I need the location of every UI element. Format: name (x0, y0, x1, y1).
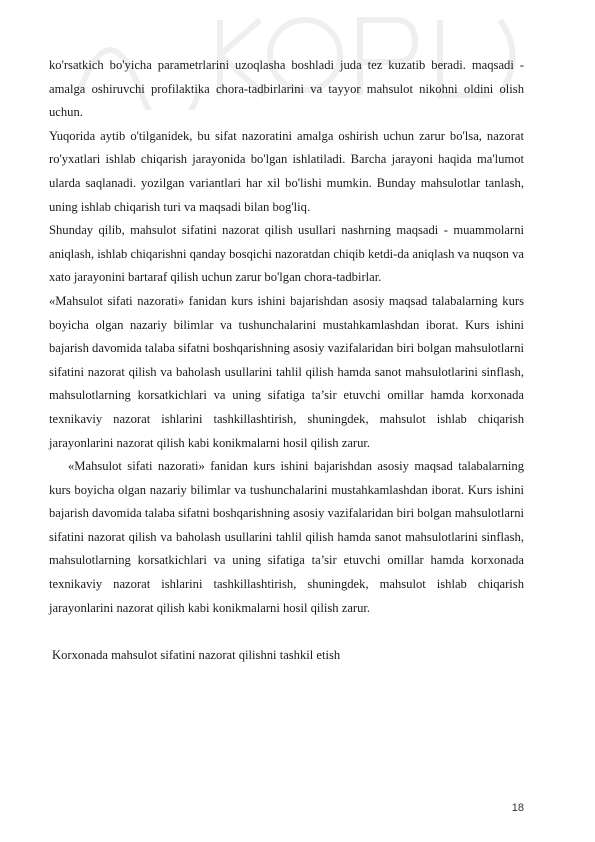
section-caption: Korxonada mahsulot sifatini nazorat qilishni tashkil etish (52, 647, 341, 662)
paragraph-3: Shunday qilib, mahsulot sifatini nazorat qilish usullari nashrning maqsadi - muammolarni aniqlash, ishlab chiqarishni qanday bosqichi nazoratdan chiqib ketdi-da aniqlash va nuqson va xato jarayonini bartaraf qilish uchun zarur bo'lgan chora-tadbirlar. (49, 223, 524, 285)
paragraph-2: Yuqorida aytib o'tilganidek, bu sifat nazoratini amalga oshirish uchun zarur bo'lsa, nazorat ro'yxatlari ishlab chiqarish jarayonida bo'lgan ishlatiladi. Barcha jarayoni haqida ma'lumot ularda saqlanadi. yozilgan variantlari har xil bo'lishi mumkin. Bunday mahsulotlar tanlash, uning ishlab chiqarish turi va maqsadi bilan bog'liq. (49, 128, 524, 214)
paragraph-5: «Mahsulot sifati nazorati» fanidan kurs ishini bajarishdan asosiy maqsad talabalarning kurs boyicha olgan nazariy bilimlar va tushunchalarini mustahkamlashdan iborat. Kurs ishini bajarish davomida talaba sifatni boshqarishning asosiy vazifalaridan biri bolgan mahsulotlarni sifatini nazorat qilish va baholash usullarini tahlil qilish hamda sanot mahsulotlarini sinflash, mahsulotlarning korsatkichlari va uning sifatiga ta’sir etuvchi omillar hamda korxonada texnikaviy nazorat ishlarini tashkillashtirish, shuningdek, mahsulot ishlab chiqarish jarayonlarini nazorat qilish kabi konikmalarni hosil qilish zarur. (49, 459, 524, 615)
page-number: 18 (511, 802, 524, 814)
paragraph-1: ko'rsatkich bo'yicha parametrlarini uzoqlasha boshladi juda tez kuzatib beradi. maqsadi - amalga oshiruvchi profilaktika chora-tadbirlarini va tayyor mahsulot nikohni oldini olish uchun. (49, 58, 524, 120)
blank-line (49, 620, 524, 644)
body-text (49, 54, 524, 667)
paragraph-4: «Mahsulot sifati nazorati» fanidan kurs ishini bajarishdan asosiy maqsad talabalarning kurs boyicha olgan nazariy bilimlar va tushunchalarini mustahkamlashdan iborat. Kurs ishini bajarish davomida talaba sifatni boshqarishning asosiy vazifalaridan biri bolgan mahsulotlarni sifatini nazorat qilish va baholash usullarini tahlil qilish hamda sanot mahsulotlarini sinflash, mahsulotlarning korsatkichlari va uning sifatiga ta’sir etuvchi omillar hamda korxonada texnikaviy nazorat ishlarini tashkillashtirish, shuningdek, mahsulot ishlab chiqarish jarayonlarini nazorat qilish kabi konikmalarni hosil qilish zarur. (49, 293, 524, 450)
